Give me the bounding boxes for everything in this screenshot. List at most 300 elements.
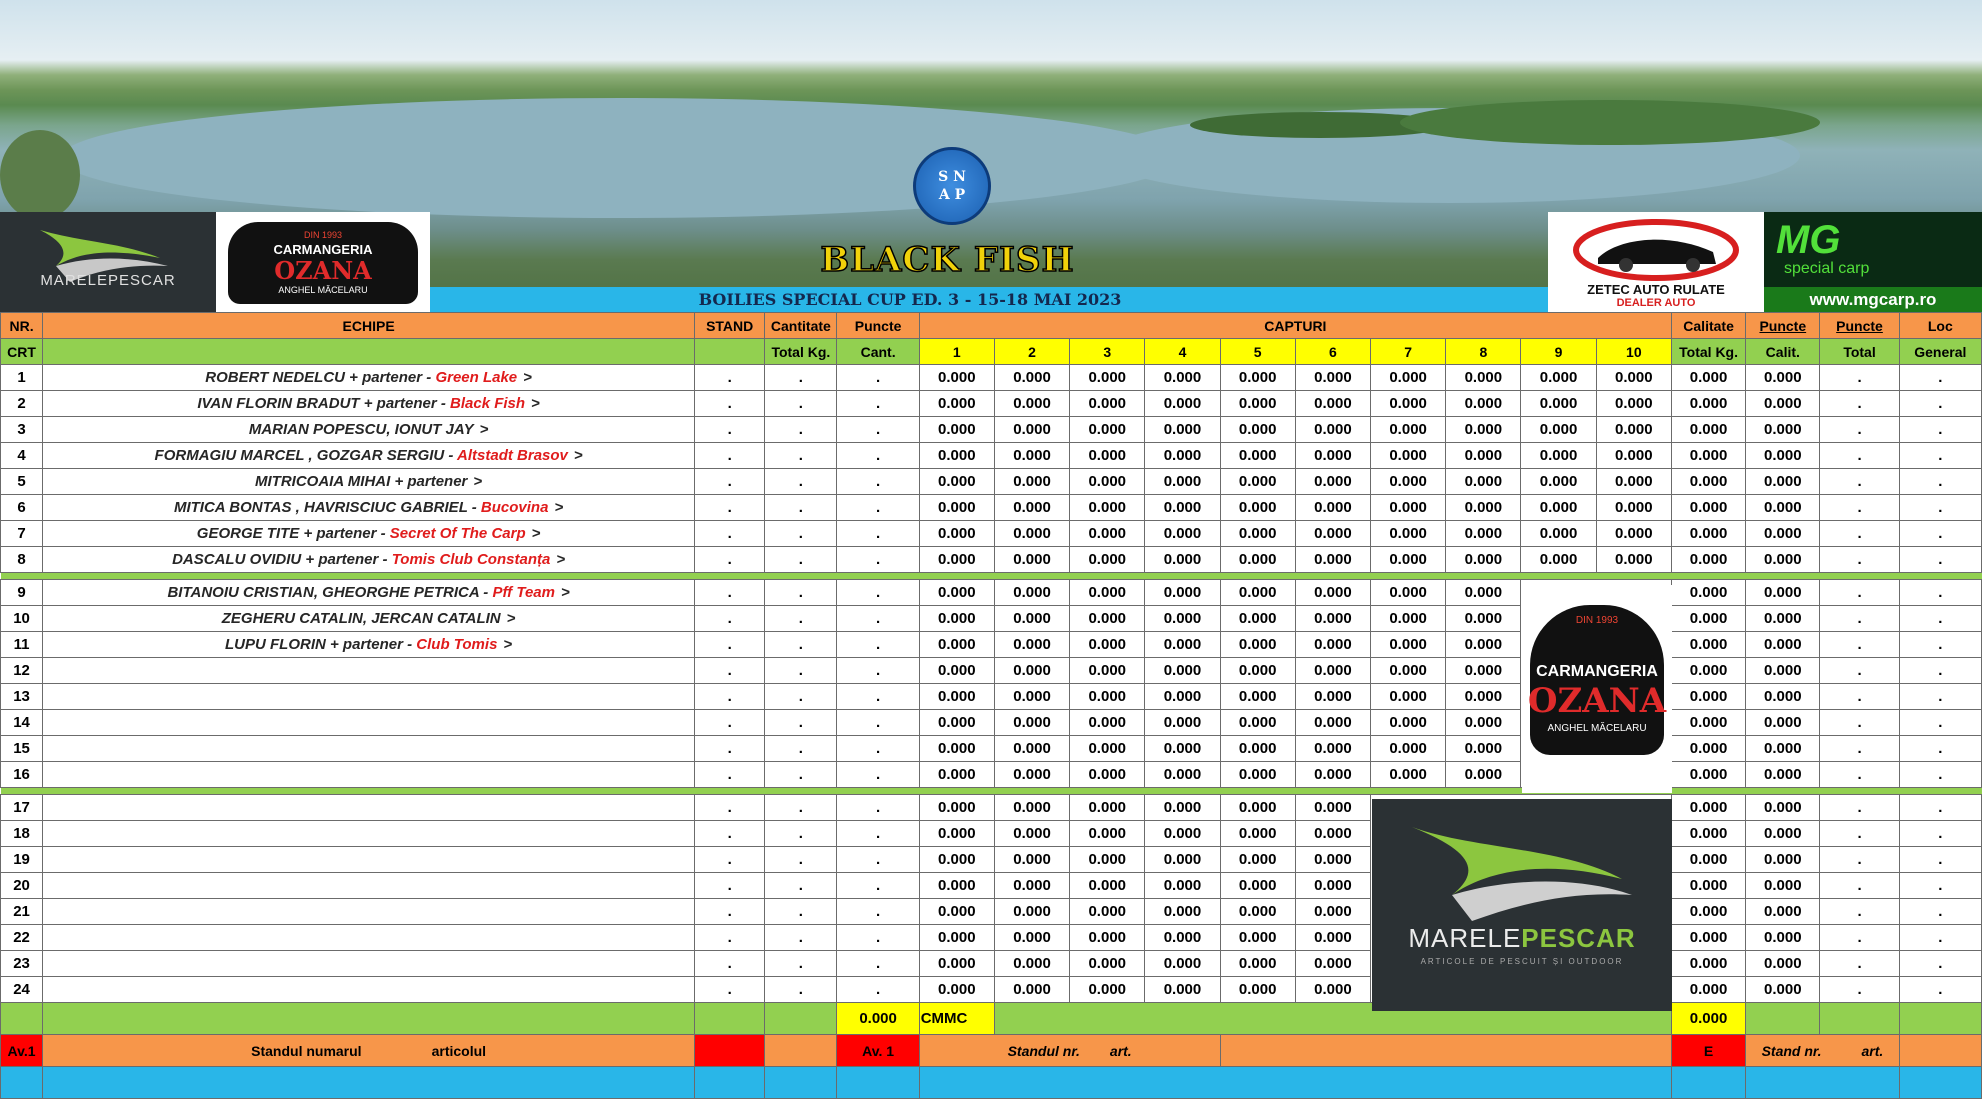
team-nr: 12	[1, 658, 43, 684]
puncte-cant-cell: .	[837, 684, 919, 710]
team-row[interactable]	[1, 847, 1982, 873]
puncte-cant-cell: .	[837, 977, 919, 1003]
team-nr: 22	[1, 925, 43, 951]
calit-cell: 0.000	[1746, 847, 1820, 873]
catch-cell: 0.000	[994, 658, 1069, 684]
catch-cell: 0.000	[1145, 391, 1220, 417]
catch-cell: 0.000	[1145, 899, 1220, 925]
island-shape	[1400, 100, 1820, 145]
calit-cell: 0.000	[1746, 547, 1820, 573]
general-cell: .	[1899, 821, 1981, 847]
articolul-text: articolul	[431, 1042, 487, 1059]
total-cell: .	[1820, 977, 1899, 1003]
total-kg-2-cell: 0.000	[1671, 495, 1745, 521]
stand-cell: .	[695, 873, 765, 899]
general-cell: .	[1899, 547, 1981, 573]
calit-cell: 0.000	[1746, 606, 1820, 632]
catch-cell: 0.000	[1371, 684, 1446, 710]
catch-cell: 0.000	[1070, 495, 1145, 521]
catch-cell: 0.000	[1371, 443, 1446, 469]
standul-nr-text: Standul nr.	[1007, 1042, 1080, 1059]
team-nr: 17	[1, 795, 43, 821]
team-name	[43, 873, 695, 899]
catch-cell: 0.000	[994, 736, 1069, 762]
puncte-cant-cell: .	[837, 736, 919, 762]
team-row[interactable]	[1, 495, 1982, 521]
catch-cell: 0.000	[919, 580, 994, 606]
catch-cell: 0.000	[1220, 365, 1295, 391]
team-row[interactable]	[1, 443, 1982, 469]
total-kg-cell: .	[765, 873, 837, 899]
total-cell: .	[1820, 547, 1899, 573]
general-cell: .	[1899, 925, 1981, 951]
total-kg-2-cell: 0.000	[1671, 821, 1745, 847]
catch-cell: 0.000	[1145, 495, 1220, 521]
catch-cell: 0.000	[1295, 658, 1370, 684]
team-nr: 15	[1, 736, 43, 762]
catch-cell: 0.000	[994, 521, 1069, 547]
catch-cell: 0.000	[1070, 762, 1145, 788]
calit-cell: 0.000	[1746, 873, 1820, 899]
zetec-line2: DEALER AUTO	[1616, 297, 1696, 309]
catch-cell: 0.000	[1220, 925, 1295, 951]
catch-cell: 0.000	[919, 632, 994, 658]
bottom-cell	[695, 1067, 765, 1099]
total-cell: .	[1820, 710, 1899, 736]
total-cell: .	[1820, 606, 1899, 632]
catch-cell: 0.000	[994, 925, 1069, 951]
catch-cell: 0.000	[1220, 736, 1295, 762]
catch-cell: 0.000	[1070, 795, 1145, 821]
catch-cell: 0.000	[1220, 951, 1295, 977]
team-name	[43, 547, 695, 573]
ozana-logo	[216, 212, 430, 312]
team-row[interactable]	[1, 710, 1982, 736]
team-name	[43, 391, 695, 417]
team-name-text: DASCALU OVIDIU + partener -	[172, 551, 392, 568]
col-catch-6: 6	[1295, 339, 1370, 365]
general-cell: .	[1899, 736, 1981, 762]
stand-cell: .	[695, 580, 765, 606]
stand-cell: .	[695, 632, 765, 658]
team-row[interactable]	[1, 365, 1982, 391]
car-icon	[1548, 212, 1764, 282]
catch-cell: 0.000	[919, 762, 994, 788]
calit-cell: 0.000	[1746, 736, 1820, 762]
catch-cell: 0.000	[1295, 847, 1370, 873]
catch-cell: 0.000	[919, 417, 994, 443]
team-club: Secret Of The Carp	[389, 525, 526, 542]
team-row[interactable]	[1, 658, 1982, 684]
summary-empty	[43, 1003, 695, 1035]
puncte-cant-cell: .	[837, 795, 919, 821]
catch-cell: 0.000	[1220, 977, 1295, 1003]
catch-cell: 0.000	[1145, 821, 1220, 847]
catch-cell: 0.000	[1295, 899, 1370, 925]
summary-empty	[695, 1003, 765, 1035]
team-name	[43, 365, 695, 391]
team-name	[43, 469, 695, 495]
summary-empty	[1899, 1003, 1981, 1035]
catch-cell: 0.000	[1521, 391, 1596, 417]
puncte-cant-cell: .	[837, 658, 919, 684]
stand-cell: .	[695, 821, 765, 847]
fish-swoosh-icon	[0, 212, 216, 312]
bottom-cell	[837, 1067, 919, 1099]
total-cell: .	[1820, 762, 1899, 788]
team-name	[43, 580, 695, 606]
catch-cell: 0.000	[1295, 736, 1370, 762]
team-row[interactable]	[1, 547, 1982, 573]
team-name	[43, 632, 695, 658]
catch-cell: 0.000	[1220, 391, 1295, 417]
catch-cell: 0.000	[919, 391, 994, 417]
total-kg-2-cell: 0.000	[1671, 417, 1745, 443]
stand-cell: .	[695, 658, 765, 684]
general-cell: .	[1899, 951, 1981, 977]
separator-cell	[1, 788, 1982, 795]
catch-cell: 0.000	[919, 873, 994, 899]
col-calitate: Calitate	[1671, 313, 1745, 339]
team-name-text: ROBERT NEDELCU + partener -	[205, 369, 436, 386]
catch-cell: 0.000	[1070, 632, 1145, 658]
team-arrow: >	[523, 369, 532, 386]
calit-cell: 0.000	[1746, 821, 1820, 847]
puncte-cant-cell: .	[837, 632, 919, 658]
team-nr: 7	[1, 521, 43, 547]
ozana-ad-line3: ANGHEL MĂCELARU	[1547, 723, 1647, 734]
catch-cell: 0.000	[1145, 580, 1220, 606]
team-row[interactable]	[1, 873, 1982, 899]
team-row[interactable]	[1, 684, 1982, 710]
catch-cell: 0.000	[1446, 391, 1521, 417]
catch-cell: 0.000	[1521, 365, 1596, 391]
calit-cell: 0.000	[1746, 469, 1820, 495]
catch-cell: 0.000	[1446, 521, 1521, 547]
stand-cell: .	[695, 606, 765, 632]
team-club: Green Lake	[435, 369, 518, 386]
team-nr: 18	[1, 821, 43, 847]
team-nr: 1	[1, 365, 43, 391]
catch-cell: 0.000	[1521, 547, 1596, 573]
team-club: Pff Team	[492, 584, 555, 601]
team-row[interactable]	[1, 391, 1982, 417]
total-kg-2-cell: 0.000	[1671, 469, 1745, 495]
catch-cell: 0.000	[1446, 710, 1521, 736]
total-kg-cell: .	[765, 951, 837, 977]
catch-cell: 0.000	[919, 951, 994, 977]
team-row[interactable]	[1, 736, 1982, 762]
total-cell: .	[1820, 391, 1899, 417]
stand-cell: .	[695, 977, 765, 1003]
catch-cell: 0.000	[1145, 795, 1220, 821]
total-cell: .	[1820, 521, 1899, 547]
catch-cell: 0.000	[1070, 736, 1145, 762]
catch-cell: 0.000	[994, 847, 1069, 873]
team-arrow: >	[479, 421, 489, 438]
catch-cell: 0.000	[994, 391, 1069, 417]
fish-swoosh-icon	[1372, 799, 1672, 939]
catch-cell: 0.000	[1521, 443, 1596, 469]
catch-cell: 0.000	[919, 821, 994, 847]
team-name-text: MITICA BONTAS , HAVRISCIUC GABRIEL -	[173, 499, 481, 516]
catch-cell: 0.000	[1220, 521, 1295, 547]
team-name	[43, 977, 695, 1003]
catch-cell: 0.000	[1145, 521, 1220, 547]
catch-cell: 0.000	[1145, 847, 1220, 873]
catch-cell: 0.000	[994, 495, 1069, 521]
bottom-cell	[919, 1067, 1671, 1099]
calit-cell: 0.000	[1746, 899, 1820, 925]
catch-cell: 0.000	[1070, 684, 1145, 710]
catch-cell: 0.000	[1295, 547, 1370, 573]
total-kg-2-cell: 0.000	[1671, 873, 1745, 899]
stand-cell: .	[695, 762, 765, 788]
catch-cell: 0.000	[1145, 632, 1220, 658]
team-name	[43, 417, 695, 443]
bottom-cell	[1, 1067, 43, 1099]
calit-cell: 0.000	[1746, 580, 1820, 606]
catch-cell: 0.000	[1145, 873, 1220, 899]
team-nr: 11	[1, 632, 43, 658]
catch-cell: 0.000	[1070, 417, 1145, 443]
summary-empty	[1746, 1003, 1820, 1035]
catch-cell: 0.000	[1145, 951, 1220, 977]
catch-cell: 0.000	[1070, 547, 1145, 573]
catch-cell: 0.000	[1371, 736, 1446, 762]
team-row[interactable]	[1, 469, 1982, 495]
general-cell: .	[1899, 580, 1981, 606]
summary-puncte: 0.000	[837, 1003, 919, 1035]
total-cell: .	[1820, 469, 1899, 495]
ozana-line2: OZANA	[274, 256, 372, 285]
summary-row	[1, 1003, 1982, 1035]
team-row[interactable]	[1, 521, 1982, 547]
catch-cell: 0.000	[1220, 847, 1295, 873]
catch-cell: 0.000	[1220, 821, 1295, 847]
catch-cell: 0.000	[1295, 795, 1370, 821]
col-calit: Calit.	[1746, 339, 1820, 365]
general-cell: .	[1899, 847, 1981, 873]
puncte-cant-cell: .	[837, 710, 919, 736]
team-name	[43, 495, 695, 521]
team-row[interactable]	[1, 951, 1982, 977]
team-nr: 16	[1, 762, 43, 788]
ozana-ad-line1: CARMANGERIA	[1536, 663, 1658, 680]
team-name-text: MARIAN POPESCU, IONUT JAY	[248, 421, 474, 438]
total-cell: .	[1820, 365, 1899, 391]
team-nr: 13	[1, 684, 43, 710]
team-row[interactable]	[1, 632, 1982, 658]
catch-cell: 0.000	[1521, 469, 1596, 495]
puncte-cant-cell: .	[837, 417, 919, 443]
stand-cell: .	[695, 951, 765, 977]
puncte-cant-cell: .	[837, 899, 919, 925]
stand-cell: .	[695, 469, 765, 495]
general-cell: .	[1899, 684, 1981, 710]
catch-cell: 0.000	[919, 547, 994, 573]
catch-cell: 0.000	[1371, 632, 1446, 658]
ozana-line3: ANGHEL MĂCELARU	[278, 285, 368, 295]
catch-cell: 0.000	[1145, 658, 1220, 684]
bottom-cell	[1746, 1067, 1899, 1099]
team-row[interactable]	[1, 795, 1982, 821]
catch-cell: 0.000	[1446, 632, 1521, 658]
team-arrow: >	[554, 499, 564, 516]
ozana-ad-since: DIN 1993	[1575, 615, 1619, 626]
total-kg-cell: .	[765, 547, 837, 573]
team-row[interactable]	[1, 977, 1982, 1003]
art2-text: art.	[1861, 1042, 1884, 1059]
catch-cell: 0.000	[1295, 469, 1370, 495]
team-row[interactable]	[1, 821, 1982, 847]
col-general: General	[1899, 339, 1981, 365]
catch-cell: 0.000	[994, 606, 1069, 632]
team-row[interactable]	[1, 580, 1982, 606]
total-kg-cell: .	[765, 417, 837, 443]
team-nr: 21	[1, 899, 43, 925]
total-kg-cell: .	[765, 521, 837, 547]
general-cell: .	[1899, 873, 1981, 899]
team-name-text: GEORGE TITE + partener -	[196, 525, 390, 542]
team-nr: 3	[1, 417, 43, 443]
catch-cell: 0.000	[919, 925, 994, 951]
ozana-ad	[1522, 585, 1672, 793]
team-arrow: >	[560, 584, 570, 601]
catch-cell: 0.000	[1446, 684, 1521, 710]
team-row[interactable]	[1, 899, 1982, 925]
separator-cell	[1, 573, 1982, 580]
general-cell: .	[1899, 977, 1981, 1003]
catch-cell: 0.000	[1145, 469, 1220, 495]
calit-cell: 0.000	[1746, 684, 1820, 710]
calit-cell: 0.000	[1746, 391, 1820, 417]
col-catch-3: 3	[1070, 339, 1145, 365]
col-total-kg-2: Total Kg.	[1671, 339, 1745, 365]
marelepescar-ad	[1372, 799, 1672, 1011]
catch-cell: 0.000	[1295, 417, 1370, 443]
catch-cell: 0.000	[1446, 606, 1521, 632]
catch-cell: 0.000	[1371, 417, 1446, 443]
general-cell: .	[1899, 495, 1981, 521]
col-echipe-sub	[43, 339, 695, 365]
catch-cell: 0.000	[1371, 495, 1446, 521]
e-cell: E	[1671, 1035, 1745, 1067]
general-cell: .	[1899, 443, 1981, 469]
catch-cell: 0.000	[1295, 821, 1370, 847]
catch-cell: 0.000	[1220, 710, 1295, 736]
team-arrow: >	[573, 447, 583, 464]
total-kg-cell: .	[765, 762, 837, 788]
calit-cell: 0.000	[1746, 795, 1820, 821]
catch-cell: 0.000	[1220, 873, 1295, 899]
catch-cell: 0.000	[1070, 899, 1145, 925]
catch-cell: 0.000	[1070, 873, 1145, 899]
team-row[interactable]	[1, 606, 1982, 632]
catch-cell: 0.000	[1220, 443, 1295, 469]
total-kg-2-cell: 0.000	[1671, 710, 1745, 736]
calit-cell: 0.000	[1746, 632, 1820, 658]
total-cell: .	[1820, 873, 1899, 899]
catch-cell: 0.000	[1220, 469, 1295, 495]
catch-cell: 0.000	[1220, 632, 1295, 658]
catch-cell: 0.000	[994, 795, 1069, 821]
catch-cell: 0.000	[994, 580, 1069, 606]
col-catch-2: 2	[994, 339, 1069, 365]
catch-cell: 0.000	[1220, 580, 1295, 606]
total-cell: .	[1820, 899, 1899, 925]
total-kg-cell: .	[765, 710, 837, 736]
calit-cell: 0.000	[1746, 495, 1820, 521]
col-total: Total	[1820, 339, 1899, 365]
snap-line2: A P	[938, 187, 966, 203]
bottom-cell	[43, 1067, 695, 1099]
puncte-cant-cell: .	[837, 365, 919, 391]
total-kg-2-cell: 0.000	[1671, 580, 1745, 606]
catch-cell: 0.000	[1295, 443, 1370, 469]
marelepescar-logo	[0, 212, 216, 312]
total-kg-2-cell: 0.000	[1671, 736, 1745, 762]
catch-cell: 0.000	[994, 632, 1069, 658]
total-kg-2-cell: 0.000	[1671, 795, 1745, 821]
puncte-cant-cell: .	[837, 547, 919, 573]
marelepescar-ad-title	[1372, 923, 1672, 954]
catch-cell: 0.000	[1446, 658, 1521, 684]
catch-cell: 0.000	[994, 417, 1069, 443]
general-cell: .	[1899, 469, 1981, 495]
puncte-cant-cell: .	[837, 762, 919, 788]
col-catch-4: 4	[1145, 339, 1220, 365]
catch-cell: 0.000	[1371, 547, 1446, 573]
catch-cell: 0.000	[994, 547, 1069, 573]
puncte-cant-cell: .	[837, 847, 919, 873]
summary-empty	[1, 1003, 43, 1035]
team-arrow: >	[503, 636, 513, 653]
col-catch-7: 7	[1371, 339, 1446, 365]
calit-cell: 0.000	[1746, 925, 1820, 951]
puncte-cant-cell: .	[837, 521, 919, 547]
catch-cell: 0.000	[1521, 521, 1596, 547]
catch-cell: 0.000	[994, 762, 1069, 788]
group-separator	[1, 788, 1982, 795]
calit-cell: 0.000	[1746, 762, 1820, 788]
team-name	[43, 951, 695, 977]
general-cell: .	[1899, 606, 1981, 632]
total-cell: .	[1820, 847, 1899, 873]
team-row[interactable]	[1, 925, 1982, 951]
catch-cell: 0.000	[1521, 495, 1596, 521]
bottom-cell	[1671, 1067, 1745, 1099]
av1-cell: Av.1	[1, 1035, 43, 1067]
total-kg-cell: .	[765, 925, 837, 951]
team-row[interactable]	[1, 762, 1982, 788]
catch-cell: 0.000	[1145, 684, 1220, 710]
col-crt: CRT	[1, 339, 43, 365]
general-cell: .	[1899, 632, 1981, 658]
calit-cell: 0.000	[1746, 521, 1820, 547]
team-row[interactable]	[1, 417, 1982, 443]
total-kg-2-cell: 0.000	[1671, 521, 1745, 547]
total-kg-cell: .	[765, 391, 837, 417]
marelepescar-ad-sub: ARTICOLE DE PESCUIT ȘI OUTDOOR	[1420, 957, 1624, 966]
catch-cell: 0.000	[1145, 417, 1220, 443]
results-body	[1, 313, 1982, 1099]
mgcarp-logo	[1764, 212, 1982, 312]
total-cell: .	[1820, 795, 1899, 821]
event-subtitle: BOILIES SPECIAL CUP ED. 3 - 15-18 MAI 2023	[698, 290, 1122, 309]
mgcarp-mark: MG	[1776, 218, 1841, 262]
catch-cell: 0.000	[1145, 547, 1220, 573]
